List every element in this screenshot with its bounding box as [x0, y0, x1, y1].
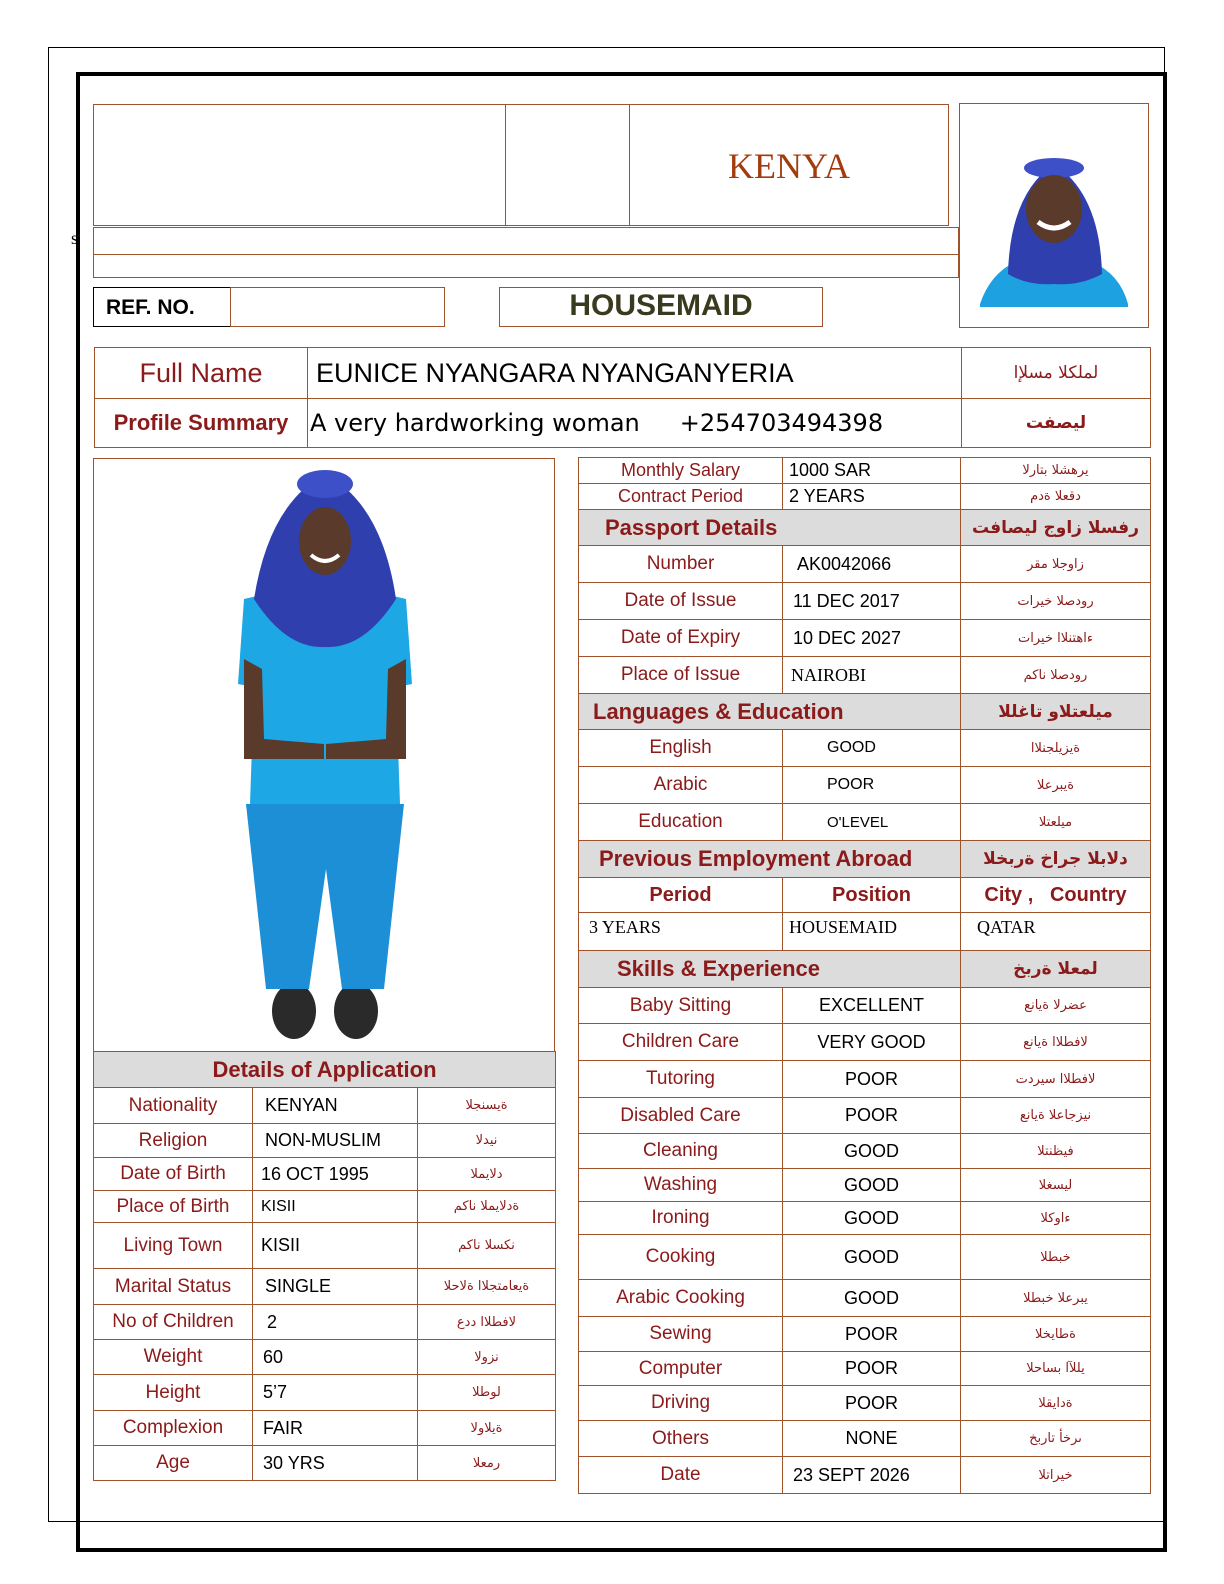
language-label: Education [579, 804, 783, 841]
employment-row [579, 913, 1151, 951]
language-value: GOOD [783, 730, 961, 767]
skill-row [579, 1098, 1151, 1134]
detail-label: Place of Birth [94, 1191, 253, 1223]
language-label: Arabic [579, 767, 783, 804]
language-row [579, 730, 1151, 767]
detail-value: SINGLE [253, 1269, 418, 1305]
skill-label: Driving [579, 1386, 783, 1421]
full-name-label: Full Name [95, 348, 308, 399]
identity-table [94, 347, 1151, 448]
employment-title-ar: دلابلا جراخ ةربخلا [961, 841, 1151, 878]
passport-label: Date of Issue [579, 583, 783, 620]
skill-label: Children Care [579, 1024, 783, 1061]
skill-value: 23 SEPT 2026 [783, 1457, 961, 1494]
contract-row [579, 484, 1151, 510]
skill-value: POOR [783, 1098, 961, 1134]
detail-value: 5’7 [253, 1375, 418, 1411]
employment-header-row [579, 878, 1151, 913]
skill-label: Ironing [579, 1202, 783, 1235]
language-value: POOR [783, 767, 961, 804]
detail-label: Marital Status [94, 1269, 253, 1305]
detail-value: 30 YRS [253, 1446, 418, 1481]
language-value: O'LEVEL [783, 804, 961, 841]
stray-mark: s [71, 228, 79, 248]
skill-ar: لافطلاا سيردت [961, 1061, 1151, 1098]
header-middle-box [505, 104, 630, 226]
detail-row [94, 1375, 556, 1411]
details-table [93, 1051, 556, 1481]
employment-title: Previous Employment Abroad [579, 841, 961, 878]
detail-value: 2 [253, 1305, 418, 1340]
skill-row [579, 1061, 1151, 1098]
skill-label: Tutoring [579, 1061, 783, 1098]
detail-ar: نيدلا [418, 1124, 556, 1158]
skill-value: GOOD [783, 1280, 961, 1317]
contract-label: Monthly Salary [579, 458, 783, 484]
header-strip-1 [93, 227, 959, 255]
detail-value: KISII [253, 1191, 418, 1223]
detail-row [94, 1411, 556, 1446]
skill-row [579, 1386, 1151, 1421]
passport-ar: رودصلا خيرات [961, 583, 1151, 620]
detail-label: No of Children [94, 1305, 253, 1340]
passport-value: 10 DEC 2027 [783, 620, 961, 657]
passport-ar: ءاهتنلاا خيرات [961, 620, 1151, 657]
passport-title: Passport Details [579, 510, 961, 546]
details-title: Details of Application [94, 1052, 556, 1088]
skill-row [579, 988, 1151, 1024]
profile-ar: ليصفت [962, 399, 1151, 448]
country-box [629, 104, 949, 226]
detail-ar: دلايملا [418, 1158, 556, 1191]
profile-row [95, 399, 1151, 448]
detail-row [94, 1124, 556, 1158]
language-label: English [579, 730, 783, 767]
detail-label: Living Town [94, 1223, 253, 1269]
employment-col-location: City , Country [961, 878, 1151, 913]
full-body-photo-box [93, 458, 555, 1052]
skill-label: Computer [579, 1352, 783, 1386]
detail-row [94, 1269, 556, 1305]
detail-label: Weight [94, 1340, 253, 1375]
detail-label: Height [94, 1375, 253, 1411]
passport-row [579, 657, 1151, 694]
detail-value: 16 OCT 1995 [253, 1158, 418, 1191]
full-name-ar: لملكلا مسلإا [962, 348, 1151, 399]
detail-label: Date of Birth [94, 1158, 253, 1191]
passport-ar: زاوجلا مقر [961, 546, 1151, 583]
employment-location: QATAR [961, 913, 1151, 951]
skill-value: POOR [783, 1386, 961, 1421]
passport-row [579, 546, 1151, 583]
position-title: HOUSEMAID [569, 289, 753, 322]
skill-value: GOOD [783, 1202, 961, 1235]
skill-ar: ىرخأ تاربخ [961, 1421, 1151, 1457]
skill-value: POOR [783, 1352, 961, 1386]
header-logo-box [93, 104, 506, 226]
detail-value: KENYAN [253, 1088, 418, 1124]
detail-value: KISII [253, 1223, 418, 1269]
detail-label: Age [94, 1446, 253, 1481]
full-name-value: EUNICE NYANGARA NYANGANYERIA [308, 348, 962, 399]
full-body-photo [94, 459, 554, 1051]
skill-ar: خبطلا [961, 1235, 1151, 1280]
skill-label: Disabled Care [579, 1098, 783, 1134]
detail-value: 60 [253, 1340, 418, 1375]
detail-ar: لافطلاا ددع [418, 1305, 556, 1340]
employment-position: HOUSEMAID [783, 913, 961, 951]
passport-ar: رودصلا ناكم [961, 657, 1151, 694]
skill-ar: ةطايخلا [961, 1317, 1151, 1352]
passport-value: NAIROBI [783, 657, 961, 694]
detail-label: Religion [94, 1124, 253, 1158]
language-ar: ميلعتلا [961, 804, 1151, 841]
detail-value: NON-MUSLIM [253, 1124, 418, 1158]
passport-row [579, 620, 1151, 657]
skill-ar: نيزجاعلا ةيانع [961, 1098, 1151, 1134]
skill-ar: فيظنتلا [961, 1134, 1151, 1169]
skill-label: Baby Sitting [579, 988, 783, 1024]
skill-label: Washing [579, 1169, 783, 1202]
detail-ar: نكسلا ناكم [418, 1223, 556, 1269]
passport-value: AK0042066 [783, 546, 961, 583]
skill-value: NONE [783, 1421, 961, 1457]
skill-value: GOOD [783, 1169, 961, 1202]
contract-ar: دقعلا ةدم [961, 484, 1151, 510]
profile-summary: A very hardworking woman [310, 409, 640, 437]
language-row [579, 767, 1151, 804]
detail-label: Nationality [94, 1088, 253, 1124]
skill-label: Date [579, 1457, 783, 1494]
skill-value: VERY GOOD [783, 1024, 961, 1061]
language-row [579, 804, 1151, 841]
skill-value: GOOD [783, 1235, 961, 1280]
detail-ar: ةدلايملا ناكم [418, 1191, 556, 1223]
position-title-box [499, 287, 823, 327]
detail-row [94, 1223, 556, 1269]
skill-value: POOR [783, 1061, 961, 1098]
skill-ar: ليسغلا [961, 1169, 1151, 1202]
profile-value-cell [308, 399, 962, 448]
info-table [578, 457, 1151, 1494]
profile-label: Profile Summary [95, 399, 308, 448]
passport-label: Place of Issue [579, 657, 783, 694]
skill-row [579, 1352, 1151, 1386]
skill-value: POOR [783, 1317, 961, 1352]
header-strip-2 [93, 254, 959, 278]
detail-row [94, 1340, 556, 1375]
date-row [579, 1457, 1151, 1494]
passport-label: Date of Expiry [579, 620, 783, 657]
skill-ar: خيراتلا [961, 1457, 1151, 1494]
skill-label: Cooking [579, 1235, 783, 1280]
skill-label: Arabic Cooking [579, 1280, 783, 1317]
languages-title: Languages & Education [579, 694, 961, 730]
skill-row [579, 1317, 1151, 1352]
ref-value-box[interactable] [230, 287, 445, 327]
detail-ar: نزولا [418, 1340, 556, 1375]
skill-row [579, 1235, 1151, 1280]
detail-ar: ةيعامتجلاا ةلاحلا [418, 1269, 556, 1305]
ref-label: REF. NO. [106, 296, 195, 319]
full-name-row [95, 348, 1151, 399]
skill-row [579, 1280, 1151, 1317]
language-ar: ةيبرعلا [961, 767, 1151, 804]
passport-value: 11 DEC 2017 [783, 583, 961, 620]
passport-title-ar: رفسلا زاوج ليصافت [961, 510, 1151, 546]
skills-title: Skills & Experience [579, 951, 961, 988]
skill-value: GOOD [783, 1134, 961, 1169]
ref-label-box [93, 287, 231, 327]
detail-row [94, 1446, 556, 1481]
skill-label: Others [579, 1421, 783, 1457]
detail-row [94, 1088, 556, 1124]
detail-label: Complexion [94, 1411, 253, 1446]
skill-row [579, 1169, 1151, 1202]
detail-row [94, 1158, 556, 1191]
employment-col-position: Position [783, 878, 961, 913]
detail-value: FAIR [253, 1411, 418, 1446]
detail-row [94, 1191, 556, 1223]
passport-label: Number [579, 546, 783, 583]
detail-ar: لوطلا [418, 1375, 556, 1411]
skill-row [579, 1134, 1151, 1169]
skill-value: EXCELLENT [783, 988, 961, 1024]
skill-row [579, 1024, 1151, 1061]
portrait-photo [960, 104, 1148, 327]
employment-period: 3 YEARS [579, 913, 783, 951]
skill-ar: عضرلا ةيانع [961, 988, 1151, 1024]
contract-value: 1000 SAR [783, 458, 961, 484]
skill-ar: لافطلاا ةيانع [961, 1024, 1151, 1061]
skill-ar: يللآا بساحلا [961, 1352, 1151, 1386]
contract-value: 2 YEARS [783, 484, 961, 510]
contract-row [579, 458, 1151, 484]
detail-row [94, 1305, 556, 1340]
portrait-photo-box [959, 103, 1149, 328]
skill-row [579, 1421, 1151, 1457]
contract-label: Contract Period [579, 484, 783, 510]
skill-label: Cleaning [579, 1134, 783, 1169]
skills-title-ar: لمعلا ةربخ [961, 951, 1151, 988]
languages-title-ar: ميلعتلاو تاغللا [961, 694, 1151, 730]
detail-ar: رمعلا [418, 1446, 556, 1481]
language-ar: ةيزيلجنلاا [961, 730, 1151, 767]
detail-ar: ةيسنجلا [418, 1088, 556, 1124]
employment-col-period: Period [579, 878, 783, 913]
passport-row [579, 583, 1151, 620]
skill-row [579, 1202, 1151, 1235]
phone-number: +254703494398 [679, 409, 884, 437]
skill-label: Sewing [579, 1317, 783, 1352]
skill-ar: ةدايقلا [961, 1386, 1151, 1421]
skill-ar: ءاوكلا [961, 1202, 1151, 1235]
detail-ar: ةيلاولا [418, 1411, 556, 1446]
skill-ar: يبرعلا خبطلا [961, 1280, 1151, 1317]
country-name: KENYA [728, 146, 850, 186]
contract-ar: يرهشلا بتارلا [961, 458, 1151, 484]
